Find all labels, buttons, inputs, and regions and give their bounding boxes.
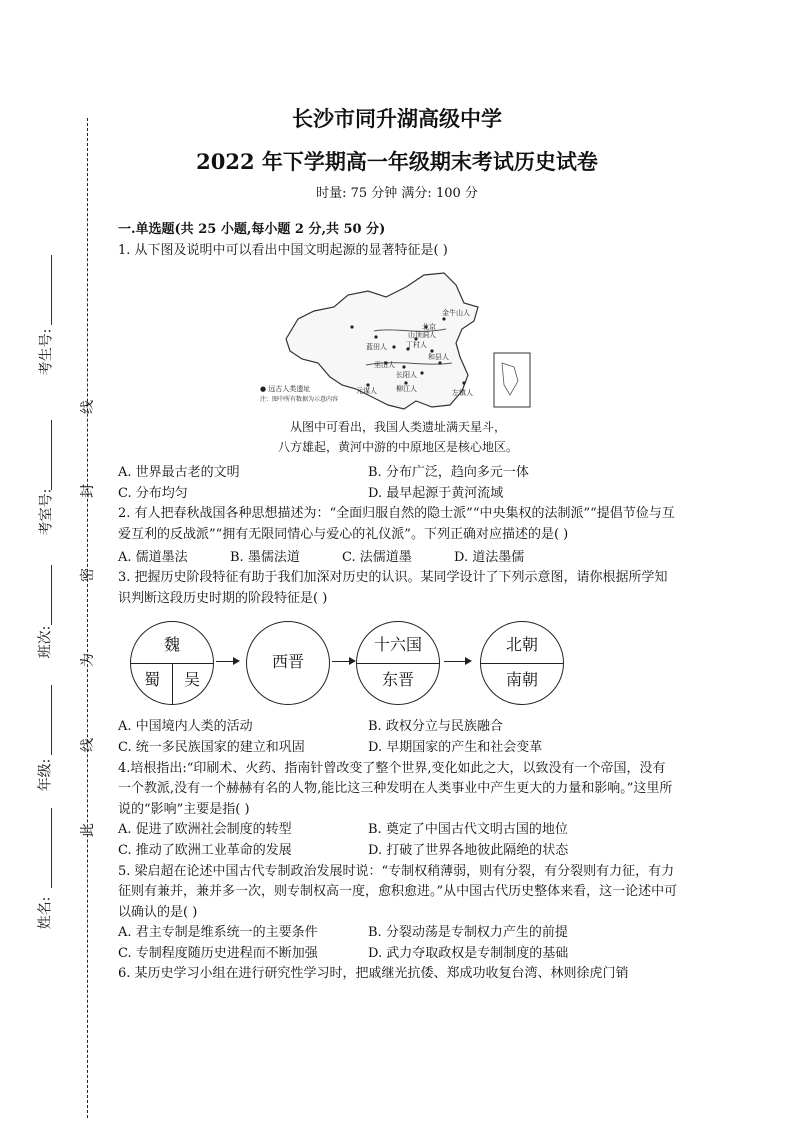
q4-options-row1 (118, 820, 678, 841)
option-c[interactable]: C. 统一多民族国家的建立和巩固 (118, 739, 305, 755)
q2-options (118, 548, 678, 569)
grade-label: 年级: (37, 758, 54, 792)
question-5-stem: 5. 梁启超在论述中国古代专制政治发展时说：“专制权稍薄弱，则有分裂，有分裂则有力征，有力征则有兼并，兼并多一次，则专制权高一度，愈积愈进。”从中国古代历史整体来看，这一论述中可以确认的是( ) (118, 863, 678, 920)
wei-label: 魏 (163, 635, 180, 655)
student-id-label: 考生号: (38, 328, 55, 376)
seal-char: 线 (80, 400, 96, 414)
map-label: 丁村人 (406, 341, 427, 350)
student-id-blank[interactable] (51, 255, 52, 325)
circle-three-kingdoms (130, 621, 214, 705)
southern-dynasties-label: 南朝 (505, 670, 538, 690)
eastern-jin-label: 东晋 (381, 670, 414, 690)
option-a[interactable]: A. 促进了欧洲社会制度的转型 (118, 822, 292, 838)
map-label: 和县人 (428, 353, 449, 362)
option-b[interactable]: B. 政权分立与民族融合 (368, 719, 503, 735)
option-d[interactable]: D. 打破了世界各地彼此隔绝的状态 (368, 842, 569, 858)
map-label: 元谋人 (356, 387, 377, 396)
section-heading: 一.单选题(共 25 小题,每小题 2 分,共 50 分) (118, 222, 386, 237)
q1-options-row2 (118, 484, 678, 505)
map-caption-line1: 从图中可看出，我国人类遗址满天星斗， (289, 420, 506, 435)
map-label: 北京 (422, 323, 436, 332)
q3-options-row2 (118, 738, 678, 759)
map-label: 左镇人 (452, 389, 473, 398)
option-a[interactable]: A. 君主专制是维系统一的主要条件 (118, 925, 318, 941)
western-jin-label: 西晋 (271, 652, 304, 672)
wu-label: 吴 (183, 670, 200, 690)
grade-blank[interactable] (51, 685, 52, 755)
flow-arrow (332, 661, 354, 662)
school-name: 长沙市同升湖高级中学 (292, 106, 502, 131)
option-d[interactable]: D. 道法墨儒 (454, 549, 525, 565)
room-id-label: 考室号: (38, 488, 55, 536)
option-d[interactable]: D. 最早起源于黄河流域 (368, 485, 504, 501)
map-label: 巫山人 (374, 361, 395, 370)
option-b[interactable]: B. 分布广泛，趋向多元一体 (368, 465, 529, 481)
class-blank[interactable] (51, 565, 52, 625)
option-a[interactable]: A. 儒道墨法 (118, 549, 188, 565)
name-blank[interactable] (51, 808, 52, 888)
q1-options-row1 (118, 463, 678, 484)
map-label: 蓝田人 (366, 343, 387, 352)
question-1-stem: 1. 从下图及说明中可以看出中国文明起源的显著特征是( ) (118, 242, 448, 258)
northern-dynasties-label: 北朝 (505, 635, 538, 655)
seal-char: 线 (80, 738, 96, 752)
map-label: 山顶洞人 (408, 331, 436, 340)
q4-options-row2 (118, 841, 678, 862)
option-b[interactable]: B. 墨儒法道 (230, 549, 300, 565)
question-4-stem: 4.培根指出:“印刷术、火药、指南针曾改变了整个世界,变化如此之大，以致没有一个帝国，没有一个教派,没有一个赫赫有名的人物,能比这三种发明在人类事业中产生更大的力量和影响。”这里所说的“影响”主要是指( ) (118, 760, 673, 817)
option-a[interactable]: A. 中国境内人类的活动 (118, 719, 253, 735)
circle-sixteen-kingdoms (356, 621, 440, 705)
map-caption-line2: 八方雄起，黄河中游的中原地区是核心地区。 (277, 440, 518, 455)
china-map-outline (256, 267, 536, 417)
seal-char: 封 (80, 484, 96, 498)
exam-content (118, 220, 678, 985)
q5-options-row1 (118, 923, 678, 944)
name-label: 姓名: (37, 896, 54, 930)
binding-dashed-line (87, 118, 88, 1118)
option-b[interactable]: B. 分裂动荡是专制权力产生的前提 (368, 925, 568, 941)
circle-northern-southern (480, 621, 564, 705)
exam-info: 时量: 75 分钟 满分: 100 分 (316, 186, 478, 201)
option-d[interactable]: D. 早期国家的产生和社会变革 (368, 739, 543, 755)
option-c[interactable]: C. 分布均匀 (118, 485, 188, 501)
map-note: 注：图中所有数据为示意内容 (260, 396, 339, 404)
q5-options-row2 (118, 944, 678, 965)
seal-char: 密 (80, 568, 96, 582)
question-2-stem: 2. 有人把春秋战国各种思想描述为：“全面归服自然的隐士派”“中央集权的法制派”“提倡节俭与互爱互利的反战派”“拥有无限同情心与爱心的礼仪派”。下列正确对应描述的是( ) (118, 506, 675, 542)
option-d[interactable]: D. 武力夺取政权是专制制度的基础 (368, 945, 569, 961)
map-label: 金牛山人 (442, 309, 470, 318)
seal-char: 此 (80, 823, 96, 837)
map-label: 长阳人 (396, 371, 417, 380)
room-id-blank[interactable] (51, 420, 52, 490)
exam-title: 2022 年下学期高一年级期末考试历史试卷 (196, 149, 598, 174)
map-legend: ● 远古人类遗址 (260, 385, 311, 394)
seal-char: 为 (80, 653, 96, 667)
question-6-stem: 6. 某历史学习小组在进行研究性学习时，把戚继光抗倭、郑成功收复台湾、林则徐虎门销 (118, 966, 629, 982)
circle-western-jin (246, 621, 330, 705)
option-c[interactable]: C. 专制程度随历史进程而不断加强 (118, 945, 318, 961)
option-c[interactable]: C. 推动了欧洲工业革命的发展 (118, 842, 292, 858)
option-a[interactable]: A. 世界最古老的文明 (118, 465, 240, 481)
china-map-figure (256, 267, 536, 417)
q3-options-row1 (118, 717, 678, 738)
dynasty-flow-diagram (118, 615, 678, 713)
flow-arrow (216, 661, 238, 662)
shu-label: 蜀 (144, 670, 161, 690)
question-3-stem: 3. 把握历史阶段特征有助于我们加深对历史的认识。某同学设计了下列示意图，请你根据所学知识判断这段历史时期的阶段特征是( ) (118, 570, 668, 606)
option-b[interactable]: B. 奠定了中国古代文明古国的地位 (368, 822, 568, 838)
map-label: 柳江人 (396, 385, 417, 394)
flow-arrow (444, 661, 470, 662)
option-c[interactable]: C. 法儒道墨 (342, 549, 412, 565)
sixteen-kingdoms-label: 十六国 (373, 635, 422, 655)
class-label: 班次: (37, 625, 54, 659)
